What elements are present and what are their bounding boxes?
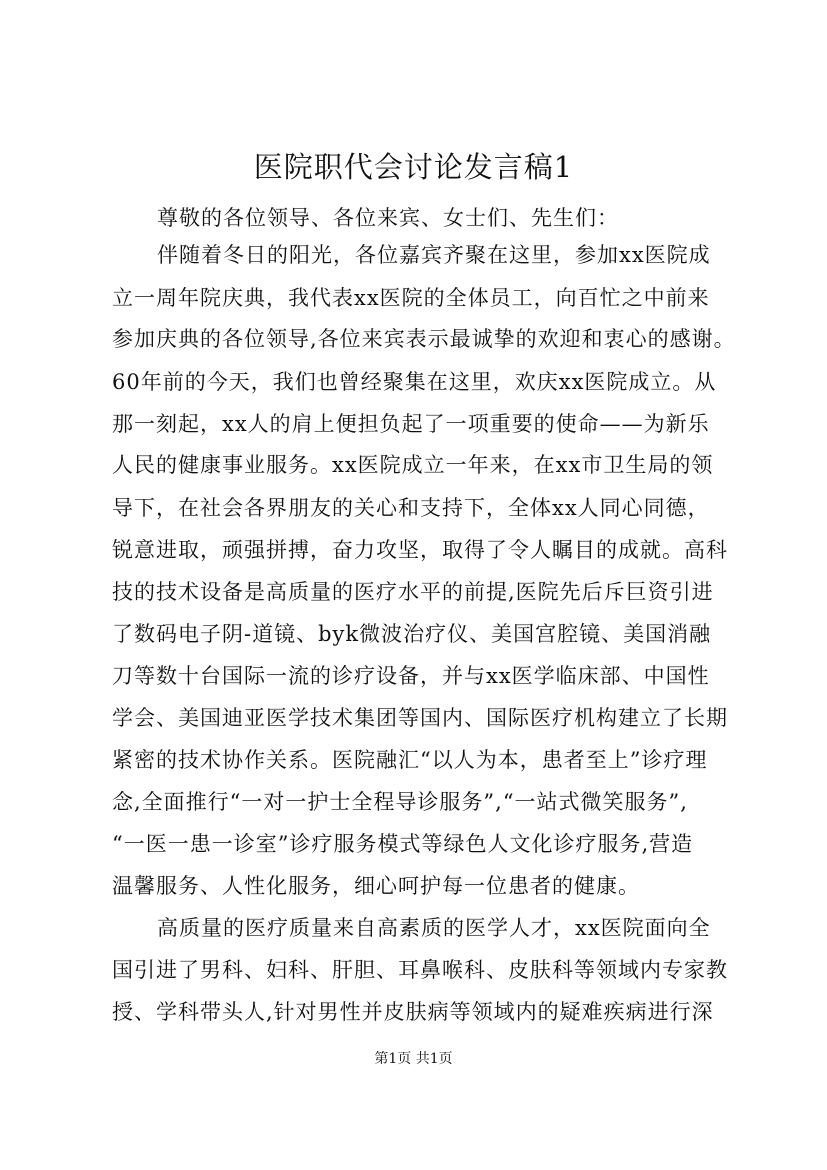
paragraph-line: 温馨服务、人性化服务，细心呵护每一位患者的健康。	[112, 874, 640, 898]
paragraph-line: 念,全面推行“一对一护士全程导诊服务”,“一站式微笑服务”,	[112, 790, 688, 814]
paragraph-line: 技的技术设备是高质量的医疗水平的前提,医院先后斥巨资引进	[112, 580, 714, 604]
paragraph-line: “一医一患一诊室”诊疗服务模式等绿色人文化诊疗服务,营造	[112, 832, 694, 856]
paragraph-line: 高质量的医疗质量来自高素质的医学人才，xx医院面向全	[157, 916, 711, 940]
paragraph-line: 立一周年院庆典，我代表xx医院的全体员工，向百忙之中前来	[112, 286, 710, 310]
paragraph-line: 那一刻起，xx人的肩上便担负起了一项重要的使命——为新乐	[112, 412, 710, 436]
paragraph-line: 伴随着冬日的阳光，各位嘉宾齐聚在这里，参加xx医院成	[157, 243, 711, 267]
paragraph-line: 参加庆典的各位领导,各位来宾表示最诚挚的欢迎和衷心的感谢。	[112, 327, 736, 351]
paragraph-line: 了数码电子阴-道镜、byk微波治疗仪、美国宫腔镜、美国消融	[112, 622, 712, 646]
paragraph-line: 导下，在社会各界朋友的关心和支持下，全体xx人同心同德，	[112, 496, 710, 520]
paragraph-line: 刀等数十台国际一流的诊疗设备，并与xx医学临床部、中国性	[112, 664, 710, 688]
paragraph-line: 60年前的今天，我们也曾经聚集在这里，欢庆xx医院成立。从	[112, 370, 717, 394]
paragraph-line: 人民的健康事业服务。xx医院成立一年来，在xx市卫生局的领	[112, 453, 714, 477]
paragraph-line: 紧密的技术协作关系。医院融汇“以人为本，患者至上”诊疗理	[112, 748, 708, 772]
greeting-line: 尊敬的各位领导、各位来宾、女士们、先生们：	[157, 206, 619, 230]
paragraph-line: 锐意进取，顽强拼搏，奋力攻坚，取得了令人瞩目的成就。高科	[112, 538, 728, 562]
paragraph-line: 授、学科带头人,针对男性并皮肤病等领域内的疑难疾病进行深	[112, 1000, 714, 1024]
paragraph-line: 学会、美国迪亚医学技术集团等国内、国际医疗机构建立了长期	[112, 706, 728, 730]
paragraph-line: 国引进了男科、妇科、肝胆、耳鼻喉科、皮肤科等领域内专家教	[112, 958, 728, 982]
document-title: 医院职代会讨论发言稿1	[253, 150, 574, 184]
page-footer: 第1页 共1页	[374, 1051, 453, 1067]
